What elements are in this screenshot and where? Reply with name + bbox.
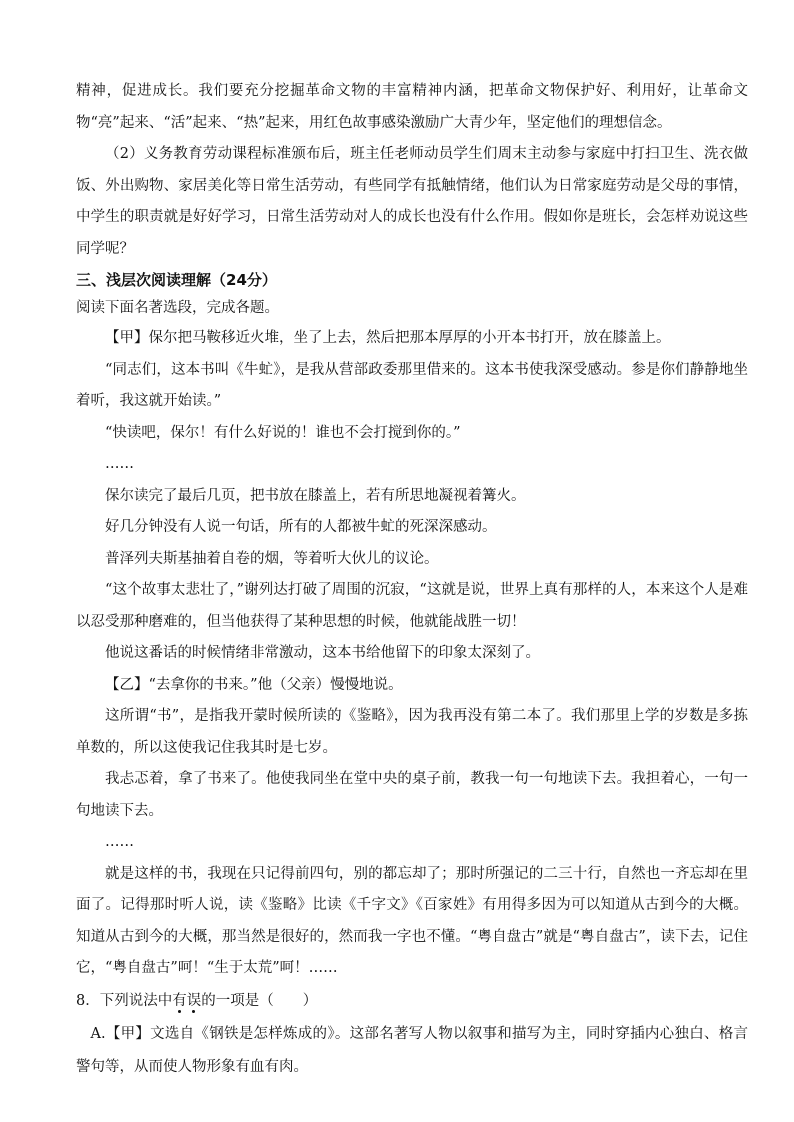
intro-paragraph-1: 精神，促进成长。我们要充分挖掘革命文物的丰富精神内涵，把革命文物保护好、利用好，让革命文物“亮”起来、“活”起来、“热”起来，用红色故事感染激励广大青少年，坚定他们的理想信念。 [76,83,748,131]
jia-paragraph-8: 他说这番话的时候情绪非常激动，这本书给他留下的印象太深刻了。 [105,645,540,661]
emphasis-char-wu: 误 [186,992,202,1009]
intro-paragraph-2: （2）义务教育劳动课程标准颁布后，班主任老师动员学生们周末主动参与家庭中打扫卫生、洗衣做饭、外出购物、家居美化等日常生活劳动，有些同学有抵触情绪，他们认为日常家庭劳动是父母的事情，中学生的职责就是好好学习，日常生活劳动对人的成长也没有什么作用。假如你是班长，会怎样劝说这些同学呢？ [76,146,748,257]
jia-ellipsis: …… [105,456,134,472]
section-3-title: 三、浅层次阅读理解（24分） [76,271,277,289]
yi-paragraph-2: 这所谓“书”，是指我开蒙时候所读的《鉴略》，因为我再没有第二本了。我们那里上学的岁数是多拣单数的，所以这使我记住我其时是七岁。 [76,708,748,756]
passage-jia [76,323,748,670]
question-8-suffix: 的一项是（ ） [201,992,318,1009]
jia-paragraph-7: “这个故事太悲壮了，”谢列达打破了周围的沉寂，“这就是说，世界上真有那样的人，本来这个人是难以忍受那种磨难的，但当他获得了某种思想的时候，他就能战胜一切！ [76,582,748,630]
passage-yi [76,670,748,985]
question-8-option-a: A.【甲】文选自《钢铁是怎样炼成的》。这部名著写人物以叙事和描写为主，同时穿插内心独白、格言警句等，从而使人物形象有血有肉。 [76,1025,748,1075]
question-8-prefix: 8．下列说法中 [76,992,173,1009]
jia-paragraph-4: 保尔读完了最后几页，把书放在膝盖上，若有所思地凝视着篝火。 [105,487,526,504]
jia-paragraph-6: 普泽列夫斯基抽着自卷的烟，等着听大伙儿的议论。 [105,550,439,567]
section-3-instruction: 阅读下面名著选段，完成各题。 [76,300,279,316]
jia-paragraph-3: “快读吧，保尔！有什么好说的！谁也不会打搅到你的。” [105,424,461,441]
yi-ellipsis: …… [105,834,134,850]
yi-paragraph-3: 我忐忑着，拿了书来了。他使我同坐在堂中央的桌子前，教我一句一句地读下去。我担着心，一句一句地读下去。 [76,771,748,819]
jia-paragraph-1: 【甲】保尔把马鞍移近火堆，坐了上去，然后把那本厚厚的小开本书打开，放在膝盖上。 [105,330,671,346]
jia-paragraph-5: 好几分钟没有人说一句话，所有的人都被牛虻的死深深感动。 [105,519,497,535]
yi-paragraph-4: 就是这样的书，我现在只记得前四句，别的都忘却了；那时所强记的二三十行，自然也一齐忘却在里面了。记得那时听人说，读《鉴略》比读《千字文》《百家姓》有用得多因为可以知道从古到今的大概。知道从古到今的大概，那当然是很好的，然而我一字也不懂。“粤自盘古”就是“粤自盘古”，读下去，记住它，“粤自盘古”呵！“生于太荒”呵！…… [76,865,748,976]
jia-paragraph-2: “同志们，这本书叫《牛虻》，是我从营部政委那里借来的。这本书使我深受感动。参是你们静静地坐着听，我这就开始读。” [76,361,748,409]
emphasis-char-you: 有 [172,992,187,1009]
yi-paragraph-1: 【乙】“去拿你的书来。”他（父亲）慢慢地说。 [105,676,403,693]
question-8-stem [76,985,748,1018]
